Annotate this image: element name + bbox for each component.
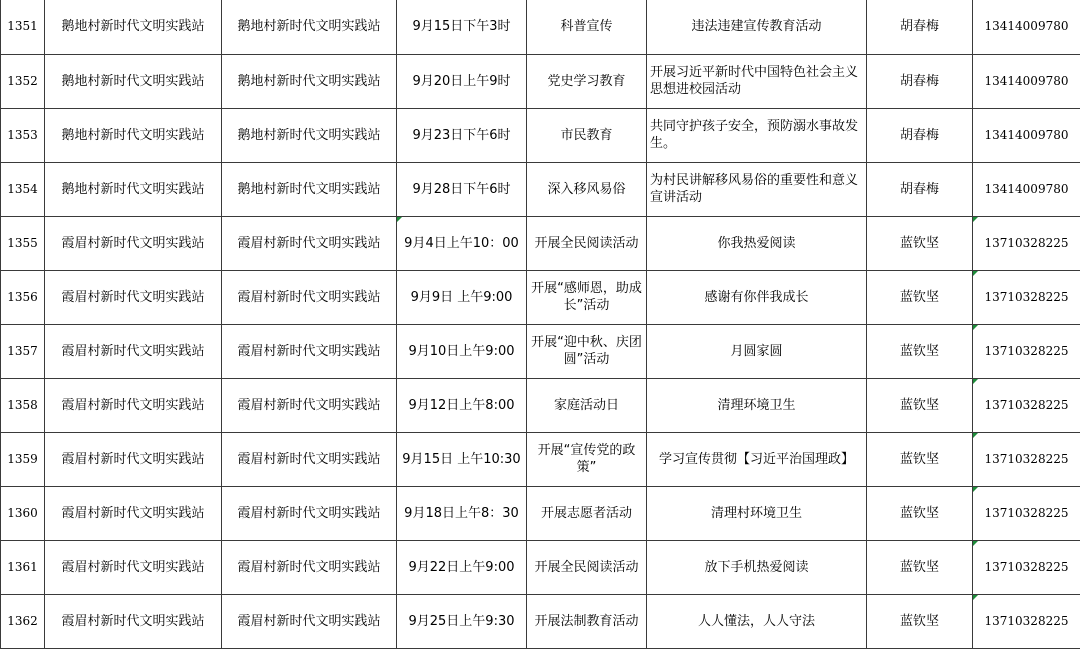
cell-station[interactable]: 霞眉村新时代文明实践站 xyxy=(45,216,222,270)
cell-type[interactable]: 开展“迎中秋、庆团圆”活动 xyxy=(527,324,647,378)
cell-number[interactable]: 1354 xyxy=(1,162,45,216)
cell-person[interactable]: 蓝钦坚 xyxy=(867,594,973,648)
cell-content[interactable]: 感谢有你伴我成长 xyxy=(647,270,867,324)
cell-time[interactable]: 9月9日 上午9:00 xyxy=(397,270,527,324)
cell-phone[interactable]: 13414009780 xyxy=(973,0,1080,54)
cell-person[interactable]: 蓝钦坚 xyxy=(867,486,973,540)
cell-content[interactable]: 学习宣传贯彻【习近平治国理政】 xyxy=(647,432,867,486)
cell-phone[interactable]: 13710328225 xyxy=(973,540,1080,594)
cell-content[interactable]: 人人懂法，人人守法 xyxy=(647,594,867,648)
cell-venue[interactable]: 霞眉村新时代文明实践站 xyxy=(222,270,397,324)
cell-person[interactable]: 蓝钦坚 xyxy=(867,378,973,432)
cell-type[interactable]: 开展“宣传党的政策” xyxy=(527,432,647,486)
cell-venue[interactable]: 鹅地村新时代文明实践站 xyxy=(222,162,397,216)
cell-time[interactable]: 9月23日下午6时 xyxy=(397,108,527,162)
cell-content[interactable]: 违法违建宣传教育活动 xyxy=(647,0,867,54)
cell-type[interactable]: 深入移风易俗 xyxy=(527,162,647,216)
cell-content[interactable]: 开展习近平新时代中国特色社会主义思想进校园活动 xyxy=(647,54,867,108)
cell-number[interactable]: 1355 xyxy=(1,216,45,270)
table-row xyxy=(1,378,1080,432)
cell-type[interactable]: 市民教育 xyxy=(527,108,647,162)
cell-person[interactable]: 胡春梅 xyxy=(867,54,973,108)
cell-person[interactable]: 蓝钦坚 xyxy=(867,432,973,486)
cell-number[interactable]: 1356 xyxy=(1,270,45,324)
cell-station[interactable]: 鹅地村新时代文明实践站 xyxy=(45,162,222,216)
cell-type[interactable]: 家庭活动日 xyxy=(527,378,647,432)
cell-venue[interactable]: 鹅地村新时代文明实践站 xyxy=(222,108,397,162)
table-row xyxy=(1,216,1080,270)
cell-station[interactable]: 霞眉村新时代文明实践站 xyxy=(45,486,222,540)
cell-time[interactable]: 9月4日上午10：00 xyxy=(397,216,527,270)
cell-station[interactable]: 霞眉村新时代文明实践站 xyxy=(45,594,222,648)
table-row xyxy=(1,54,1080,108)
cell-station[interactable]: 鹅地村新时代文明实践站 xyxy=(45,0,222,54)
cell-phone[interactable]: 13710328225 xyxy=(973,486,1080,540)
cell-type[interactable]: 科普宣传 xyxy=(527,0,647,54)
cell-content[interactable]: 共同守护孩子安全，预防溺水事故发生。 xyxy=(647,108,867,162)
table-row xyxy=(1,270,1080,324)
cell-phone[interactable]: 13710328225 xyxy=(973,378,1080,432)
cell-time[interactable]: 9月20日上午9时 xyxy=(397,54,527,108)
cell-phone[interactable]: 13710328225 xyxy=(973,324,1080,378)
table-row xyxy=(1,324,1080,378)
cell-person[interactable]: 蓝钦坚 xyxy=(867,540,973,594)
cell-person[interactable]: 蓝钦坚 xyxy=(867,324,973,378)
cell-type[interactable]: 开展全民阅读活动 xyxy=(527,540,647,594)
cell-venue[interactable]: 鹅地村新时代文明实践站 xyxy=(222,0,397,54)
table-row xyxy=(1,594,1080,648)
cell-number[interactable]: 1357 xyxy=(1,324,45,378)
cell-content[interactable]: 月圆家圆 xyxy=(647,324,867,378)
cell-type[interactable]: 开展志愿者活动 xyxy=(527,486,647,540)
cell-type[interactable]: 党史学习教育 xyxy=(527,54,647,108)
cell-person[interactable]: 胡春梅 xyxy=(867,108,973,162)
cell-time[interactable]: 9月28日下午6时 xyxy=(397,162,527,216)
cell-number[interactable]: 1358 xyxy=(1,378,45,432)
cell-venue[interactable]: 霞眉村新时代文明实践站 xyxy=(222,378,397,432)
table-row xyxy=(1,162,1080,216)
cell-station[interactable]: 霞眉村新时代文明实践站 xyxy=(45,540,222,594)
cell-phone[interactable]: 13414009780 xyxy=(973,162,1080,216)
cell-time[interactable]: 9月10日上午9:00 xyxy=(397,324,527,378)
cell-content[interactable]: 为村民讲解移风易俗的重要性和意义宣讲活动 xyxy=(647,162,867,216)
cell-phone[interactable]: 13710328225 xyxy=(973,594,1080,648)
cell-time[interactable]: 9月25日上午9:30 xyxy=(397,594,527,648)
cell-time[interactable]: 9月15日下午3时 xyxy=(397,0,527,54)
cell-number[interactable]: 1351 xyxy=(1,0,45,54)
cell-time[interactable]: 9月12日上午8:00 xyxy=(397,378,527,432)
cell-venue[interactable]: 霞眉村新时代文明实践站 xyxy=(222,594,397,648)
table-row xyxy=(1,0,1080,54)
cell-phone[interactable]: 13414009780 xyxy=(973,108,1080,162)
cell-number[interactable]: 1352 xyxy=(1,54,45,108)
cell-type[interactable]: 开展全民阅读活动 xyxy=(527,216,647,270)
cell-number[interactable]: 1353 xyxy=(1,108,45,162)
cell-station[interactable]: 鹅地村新时代文明实践站 xyxy=(45,108,222,162)
cell-phone[interactable]: 13710328225 xyxy=(973,270,1080,324)
cell-station[interactable]: 霞眉村新时代文明实践站 xyxy=(45,432,222,486)
table-body xyxy=(1,0,1080,648)
cell-venue[interactable]: 鹅地村新时代文明实践站 xyxy=(222,54,397,108)
cell-station[interactable]: 霞眉村新时代文明实践站 xyxy=(45,324,222,378)
cell-person[interactable]: 胡春梅 xyxy=(867,0,973,54)
cell-content[interactable]: 放下手机热爱阅读 xyxy=(647,540,867,594)
cell-person[interactable]: 蓝钦坚 xyxy=(867,216,973,270)
table-row xyxy=(1,486,1080,540)
cell-phone[interactable]: 13710328225 xyxy=(973,216,1080,270)
cell-content[interactable]: 你我热爱阅读 xyxy=(647,216,867,270)
table-row xyxy=(1,108,1080,162)
cell-number[interactable]: 1359 xyxy=(1,432,45,486)
cell-station[interactable]: 鹅地村新时代文明实践站 xyxy=(45,54,222,108)
table-row xyxy=(1,540,1080,594)
cell-station[interactable]: 霞眉村新时代文明实践站 xyxy=(45,270,222,324)
cell-type[interactable]: 开展“感师恩，助成长”活动 xyxy=(527,270,647,324)
cell-time[interactable]: 9月22日上午9:00 xyxy=(397,540,527,594)
cell-time[interactable]: 9月15日 上午10:30 xyxy=(397,432,527,486)
cell-venue[interactable]: 霞眉村新时代文明实践站 xyxy=(222,486,397,540)
cell-station[interactable]: 霞眉村新时代文明实践站 xyxy=(45,378,222,432)
cell-venue[interactable]: 霞眉村新时代文明实践站 xyxy=(222,540,397,594)
cell-venue[interactable]: 霞眉村新时代文明实践站 xyxy=(222,216,397,270)
cell-number[interactable]: 1362 xyxy=(1,594,45,648)
cell-type[interactable]: 开展法制教育活动 xyxy=(527,594,647,648)
cell-number[interactable]: 1361 xyxy=(1,540,45,594)
cell-phone[interactable]: 13710328225 xyxy=(973,432,1080,486)
cell-person[interactable]: 胡春梅 xyxy=(867,162,973,216)
cell-person[interactable]: 蓝钦坚 xyxy=(867,270,973,324)
cell-phone[interactable]: 13414009780 xyxy=(973,54,1080,108)
table-row xyxy=(1,432,1080,486)
cell-venue[interactable]: 霞眉村新时代文明实践站 xyxy=(222,432,397,486)
cell-time[interactable]: 9月18日上午8：30 xyxy=(397,486,527,540)
cell-venue[interactable]: 霞眉村新时代文明实践站 xyxy=(222,324,397,378)
cell-content[interactable]: 清理村环境卫生 xyxy=(647,486,867,540)
cell-number[interactable]: 1360 xyxy=(1,486,45,540)
cell-content[interactable]: 清理环境卫生 xyxy=(647,378,867,432)
